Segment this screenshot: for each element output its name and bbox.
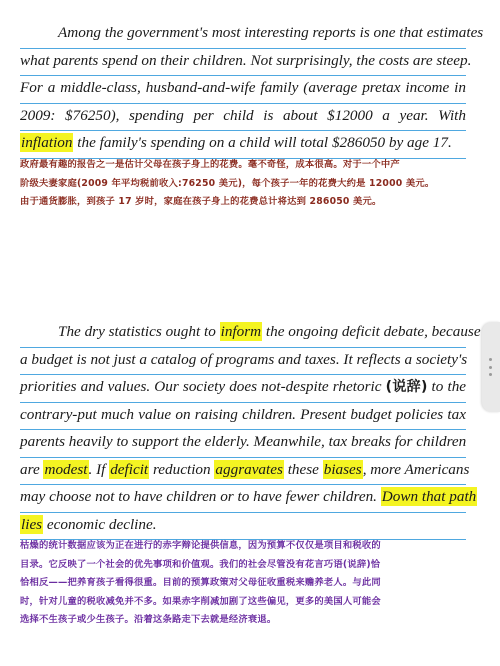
- translation-line: 政府最有趣的报告之一是估计父母在孩子身上的花费。毫不奇怪，成本很高。对于一个中产: [20, 159, 400, 170]
- translation-line: 由于通货膨胀，到孩子 17 岁时，家庭在孩子身上的花费总计将达到 286050 美元。: [20, 196, 382, 207]
- chinese-translation-1: [20, 156, 472, 212]
- text-fragment: these: [287, 460, 319, 478]
- text-fragment: the ongoing deficit debate, because: [265, 323, 481, 340]
- text-line: [20, 76, 466, 104]
- text-fragment: priorities and values. Our society does not-despite rhetoric: [20, 378, 382, 395]
- highlight-modest: modest: [44, 460, 88, 478]
- text-line: [20, 513, 466, 541]
- translation-line: 阶级夫妻家庭(2009 年平均税前收入:76250 美元)，每个孩子一年的花费大约是 12000 美元。: [20, 177, 435, 189]
- text-line-content: contrary-put much value on raising children. Present budget policies tax: [20, 405, 466, 423]
- text-line-content: what parents spend on their children. Not surprisingly, the costs are steep.: [20, 51, 472, 69]
- text-line-content: For a middle-class, husband-and-wife family (average pretax income in: [20, 79, 466, 96]
- text-line: [20, 49, 472, 77]
- text-fragment: The dry statistics ought to: [58, 323, 216, 340]
- text-line: [20, 403, 466, 431]
- translation-line: 恰相反——把养育孩子看得很重。目前的预算政策对父母征收重税来赡养老人。与此同: [20, 577, 381, 588]
- translation-line: 枯燥的统计数据应该为正在进行的赤字辩论提供信息，因为预算不仅仅是项目和税收的: [20, 540, 381, 551]
- translation-line: 时，针对儿童的税收减免并不多。如果赤字削减加剧了这些偏见，更多的美国人可能会: [20, 595, 381, 607]
- english-paragraph-1: [20, 21, 484, 159]
- text-fragment: , more Americans: [362, 460, 470, 478]
- text-line: [20, 131, 466, 159]
- text-fragment: reduction: [152, 460, 211, 478]
- text-line-content: the family's spending on a child will total $286050 by age 17.: [77, 134, 452, 151]
- text-line-content: parents heavily to support the elderly. Meanwhile, tax breaks for children: [20, 433, 467, 450]
- highlight-lies: lies: [21, 515, 43, 533]
- text-line: [20, 320, 481, 348]
- text-line: [20, 430, 466, 458]
- english-paragraph-2: [20, 320, 481, 540]
- text-fragment: are: [20, 460, 40, 478]
- text-fragment: economic decline.: [46, 515, 157, 533]
- grip-dots-icon: [489, 358, 493, 376]
- side-drag-handle[interactable]: [482, 322, 500, 412]
- highlight-down-that-path: Down that path: [381, 488, 477, 505]
- handwritten-note: (说辞): [385, 379, 428, 395]
- text-line: [20, 375, 466, 403]
- highlight-aggravates: aggravates: [215, 460, 283, 478]
- highlight-biases: biases: [323, 460, 362, 478]
- chinese-translation-2: [20, 537, 472, 630]
- text-line-content: Among the government's most interesting reports is one that estimates: [58, 24, 484, 41]
- text-line: [20, 21, 484, 49]
- translation-line: 目录。它反映了一个社会的优先事项和价值观。我们的社会尽管没有花言巧语(说辞)恰: [20, 558, 381, 570]
- text-line: [20, 458, 470, 486]
- text-fragment: . If: [88, 460, 106, 478]
- text-line-content: a budget is not just a catalog of programs and taxes. It reflects a society's: [20, 350, 468, 368]
- text-line: [20, 104, 466, 132]
- highlight-deficit: deficit: [110, 460, 149, 478]
- translation-line: 选择不生孩子或少生孩子。沿着这条路走下去就是经济衰退。: [20, 614, 277, 625]
- text-line: [20, 348, 466, 376]
- text-fragment: may choose not to have children or to have fewer children.: [20, 488, 377, 505]
- text-fragment: to the: [431, 378, 467, 395]
- text-line: [20, 485, 477, 513]
- text-line-content: 2009: $76250), spending per child is about $12000 a year. With: [20, 106, 466, 124]
- highlight-inflation: inflation: [21, 134, 73, 151]
- highlight-inform: inform: [220, 323, 262, 340]
